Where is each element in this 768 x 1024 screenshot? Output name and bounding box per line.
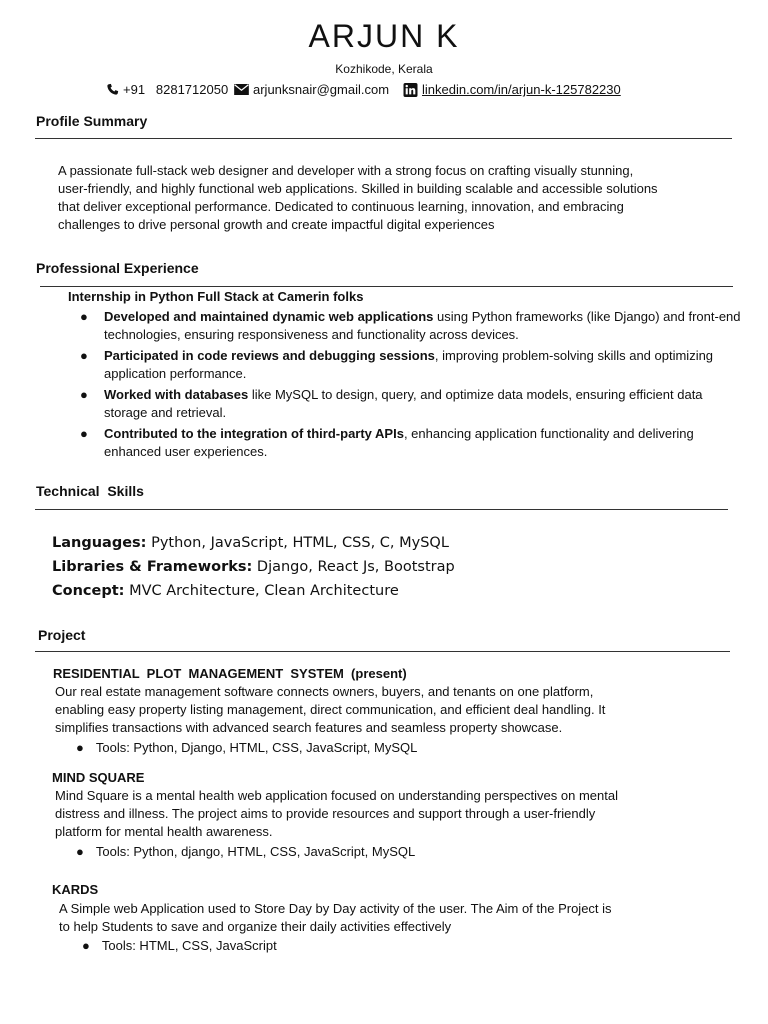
bullet-icon: ● xyxy=(76,844,84,859)
linkedin-icon xyxy=(403,83,418,97)
item-text: , improving problem-solving skills and optimizing xyxy=(434,348,714,363)
section-title-project: Project xyxy=(38,627,86,643)
project-title: RESIDENTIAL PLOT MANAGEMENT SYSTEM (present) xyxy=(53,666,407,681)
item-highlight: Contributed to the integration of third-party APIs xyxy=(104,426,404,441)
candidate-name: ARJUN K xyxy=(308,18,460,54)
skill-row-concept: Concept: MVC Architecture, Clean Architecture xyxy=(52,583,399,599)
project-title: MIND SQUARE xyxy=(52,770,145,785)
section-divider xyxy=(35,509,728,510)
profile-summary-text xyxy=(58,162,748,234)
bullet-icon: ● xyxy=(82,938,90,953)
section-divider xyxy=(35,651,730,652)
skills-list xyxy=(52,531,455,603)
item-highlight: Developed and maintained dynamic web applications xyxy=(104,309,434,324)
bullet-icon: ● xyxy=(80,309,88,324)
experience-role: Internship in Python Full Stack at Camerin folks xyxy=(68,289,364,304)
candidate-location: Kozhikode, Kerala xyxy=(335,62,433,76)
profile-line: user-friendly, and highly functional web applications. Skilled in building scalable and accessible solutions xyxy=(58,181,658,196)
item-text: enhanced user experiences. xyxy=(104,444,268,459)
skill-row-libraries: Libraries & Frameworks: Django, React Js, Bootstrap xyxy=(52,559,455,575)
project-description: Mind Square is a mental health web application focused on understanding perspectives on mental distress and illness. The project aims to provide resources and support through a user-friendly platform for mental health awareness. xyxy=(55,788,618,839)
linkedin-link[interactable]: linkedin.com/in/arjun-k-125782230 xyxy=(422,82,621,97)
email-address[interactable]: arjunksnair@gmail.com xyxy=(253,82,390,97)
phone-icon xyxy=(106,83,119,96)
list-item xyxy=(80,386,754,422)
item-text: using Python frameworks (like Django) and front-end xyxy=(433,309,741,324)
section-title-skills: Technical Skills xyxy=(36,483,144,499)
experience-list xyxy=(80,308,754,461)
linkedin-contact[interactable] xyxy=(403,82,621,97)
item-highlight: Worked with databases xyxy=(104,387,249,402)
profile-line: challenges to drive personal growth and create impactful digital experiences xyxy=(58,217,495,232)
project-tools: ● Tools: Python, django, HTML, CSS, JavaScript, MySQL xyxy=(76,844,416,859)
bullet-icon: ● xyxy=(76,740,84,755)
profile-line: A passionate full-stack web designer and developer with a strong focus on crafting visually stunning, xyxy=(58,163,634,178)
item-text: like MySQL to design, query, and optimize data models, ensuring efficient data xyxy=(248,387,703,402)
project-title: KARDS xyxy=(52,882,99,897)
email-contact[interactable] xyxy=(234,82,389,97)
bullet-icon: ● xyxy=(80,348,88,363)
project-description: A Simple web Application used to Store Day by Day activity of the user. The Aim of the Project is to help Students to save and organize their daily activities effectively xyxy=(59,901,612,934)
section-title-profile: Profile Summary xyxy=(36,113,148,129)
section-title-experience: Professional Experience xyxy=(36,260,199,276)
skill-row-languages: Languages: Python, JavaScript, HTML, CSS, C, MySQL xyxy=(52,535,449,551)
list-item xyxy=(80,347,754,383)
bullet-icon: ● xyxy=(80,426,88,441)
project-tools: ● Tools: HTML, CSS, JavaScript xyxy=(82,938,277,953)
phone-number: +91 8281712050 xyxy=(123,82,229,97)
item-text: , enhancing application functionality and delivering xyxy=(403,426,694,441)
bullet-icon: ● xyxy=(80,387,88,402)
list-item xyxy=(80,425,754,461)
section-divider xyxy=(35,138,732,139)
project-description: Our real estate management software connects owners, buyers, and tenants on one platform, enabling easy property listing management, direct communication, and efficient deal handling. It simplifies transactions with advanced search features and seamless property showcase. xyxy=(55,684,606,735)
list-item xyxy=(80,308,754,344)
envelope-icon xyxy=(234,84,249,95)
item-highlight: Participated in code reviews and debugging sessions xyxy=(104,348,435,363)
item-text: storage and retrieval. xyxy=(104,405,227,420)
project-tools: ● Tools: Python, Django, HTML, CSS, JavaScript, MySQL xyxy=(76,740,418,755)
item-text: technologies, ensuring responsiveness and functionality across devices. xyxy=(104,327,519,342)
item-text: application performance. xyxy=(104,366,247,381)
section-divider xyxy=(40,286,733,287)
phone-contact xyxy=(106,82,228,97)
profile-line: that deliver exceptional performance. Dedicated to continuous learning, innovation, and embracing xyxy=(58,199,624,214)
